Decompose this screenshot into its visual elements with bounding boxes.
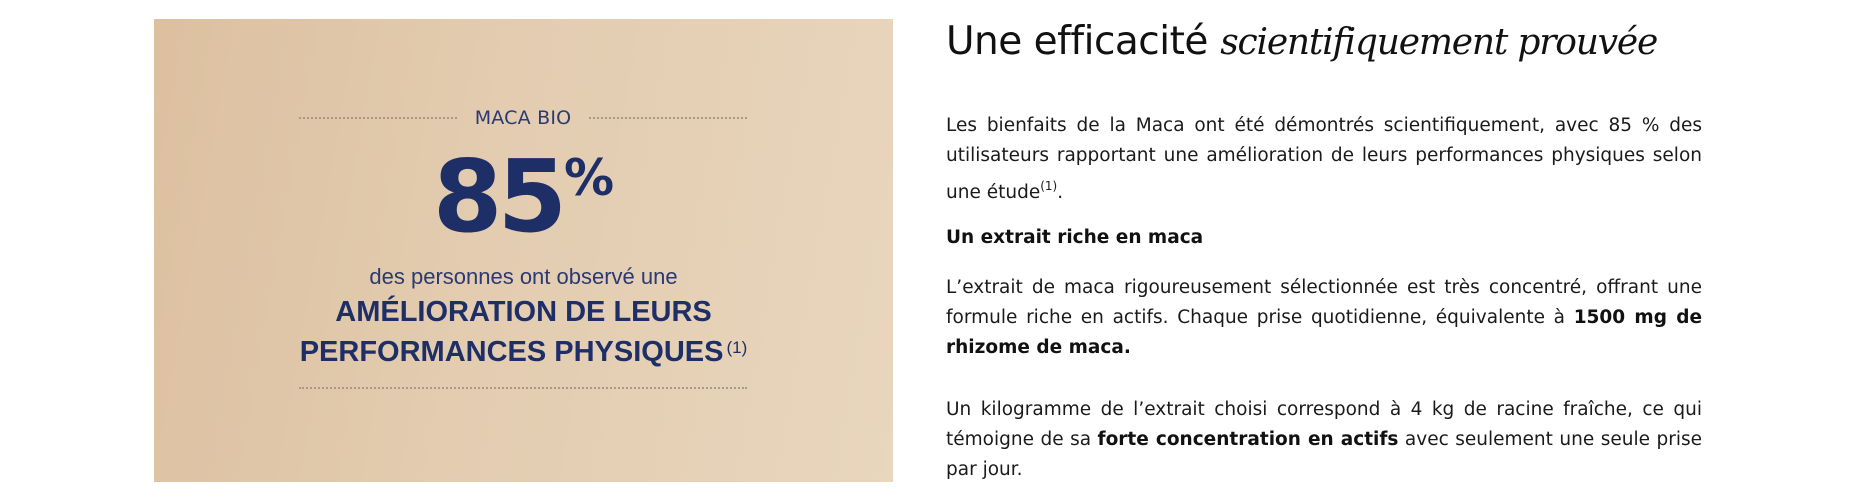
concentration-bold: forte concentration en actifs	[1097, 429, 1399, 450]
stat-headline-line2-wrap	[154, 330, 893, 370]
stat-footnote-ref: (1)	[726, 338, 748, 357]
section-title	[946, 16, 1702, 69]
dotted-divider-left	[299, 117, 457, 119]
efficacy-section	[946, 16, 1702, 480]
intro-paragraph	[946, 111, 1702, 208]
dotted-divider-right	[589, 117, 747, 119]
card-bottom-rule	[299, 387, 747, 389]
extract-subheading: Un extrait riche en maca	[946, 227, 1204, 248]
stat-figure	[154, 138, 893, 257]
extract-dose-bold: 1500 mg de rhizome de maca.	[946, 307, 1702, 358]
section-title-italic: scientifiquement prouvée	[1220, 22, 1658, 63]
dotted-divider-bottom	[299, 387, 747, 389]
stat-number: 85	[432, 138, 563, 255]
stat-percent-sign: %	[564, 149, 615, 207]
extract-paragraph	[946, 273, 1702, 363]
extract-text: L’extrait de maca rigoureusement sélectionnée est très concentré, offrant une formule riche en actifs. Chaque prise quotidienne, équivalente à	[946, 277, 1702, 328]
concentration-paragraph	[946, 395, 1702, 485]
concentration-text-end: avec seulement une seule prise par jour.	[946, 429, 1702, 480]
stat-subtext: des personnes ont observé une	[369, 264, 678, 289]
section-title-strong: Une efficacité	[946, 19, 1208, 64]
maca-stat-card	[154, 19, 893, 482]
intro-footnote-ref: (1)	[1040, 179, 1058, 193]
stat-headline-line2: PERFORMANCES PHYSIQUES	[299, 336, 724, 368]
concentration-text-start: Un kilogramme de l’extrait choisi correspond à 4 kg de racine fraîche, ce qui témoigne de sa	[946, 399, 1702, 450]
intro-text: Les bienfaits de la Maca ont été démontrés scientifiquement, avec 85 % des utilisateurs rapportant une amélioration de leurs performances physiques selon une étude	[946, 115, 1702, 203]
stat-headline	[154, 294, 893, 370]
card-top-rule	[299, 107, 747, 129]
intro-end: .	[1057, 182, 1064, 203]
card-eyebrow: MACA BIO	[474, 107, 572, 129]
stat-headline-line1: AMÉLIORATION DE LEURS	[335, 296, 712, 328]
